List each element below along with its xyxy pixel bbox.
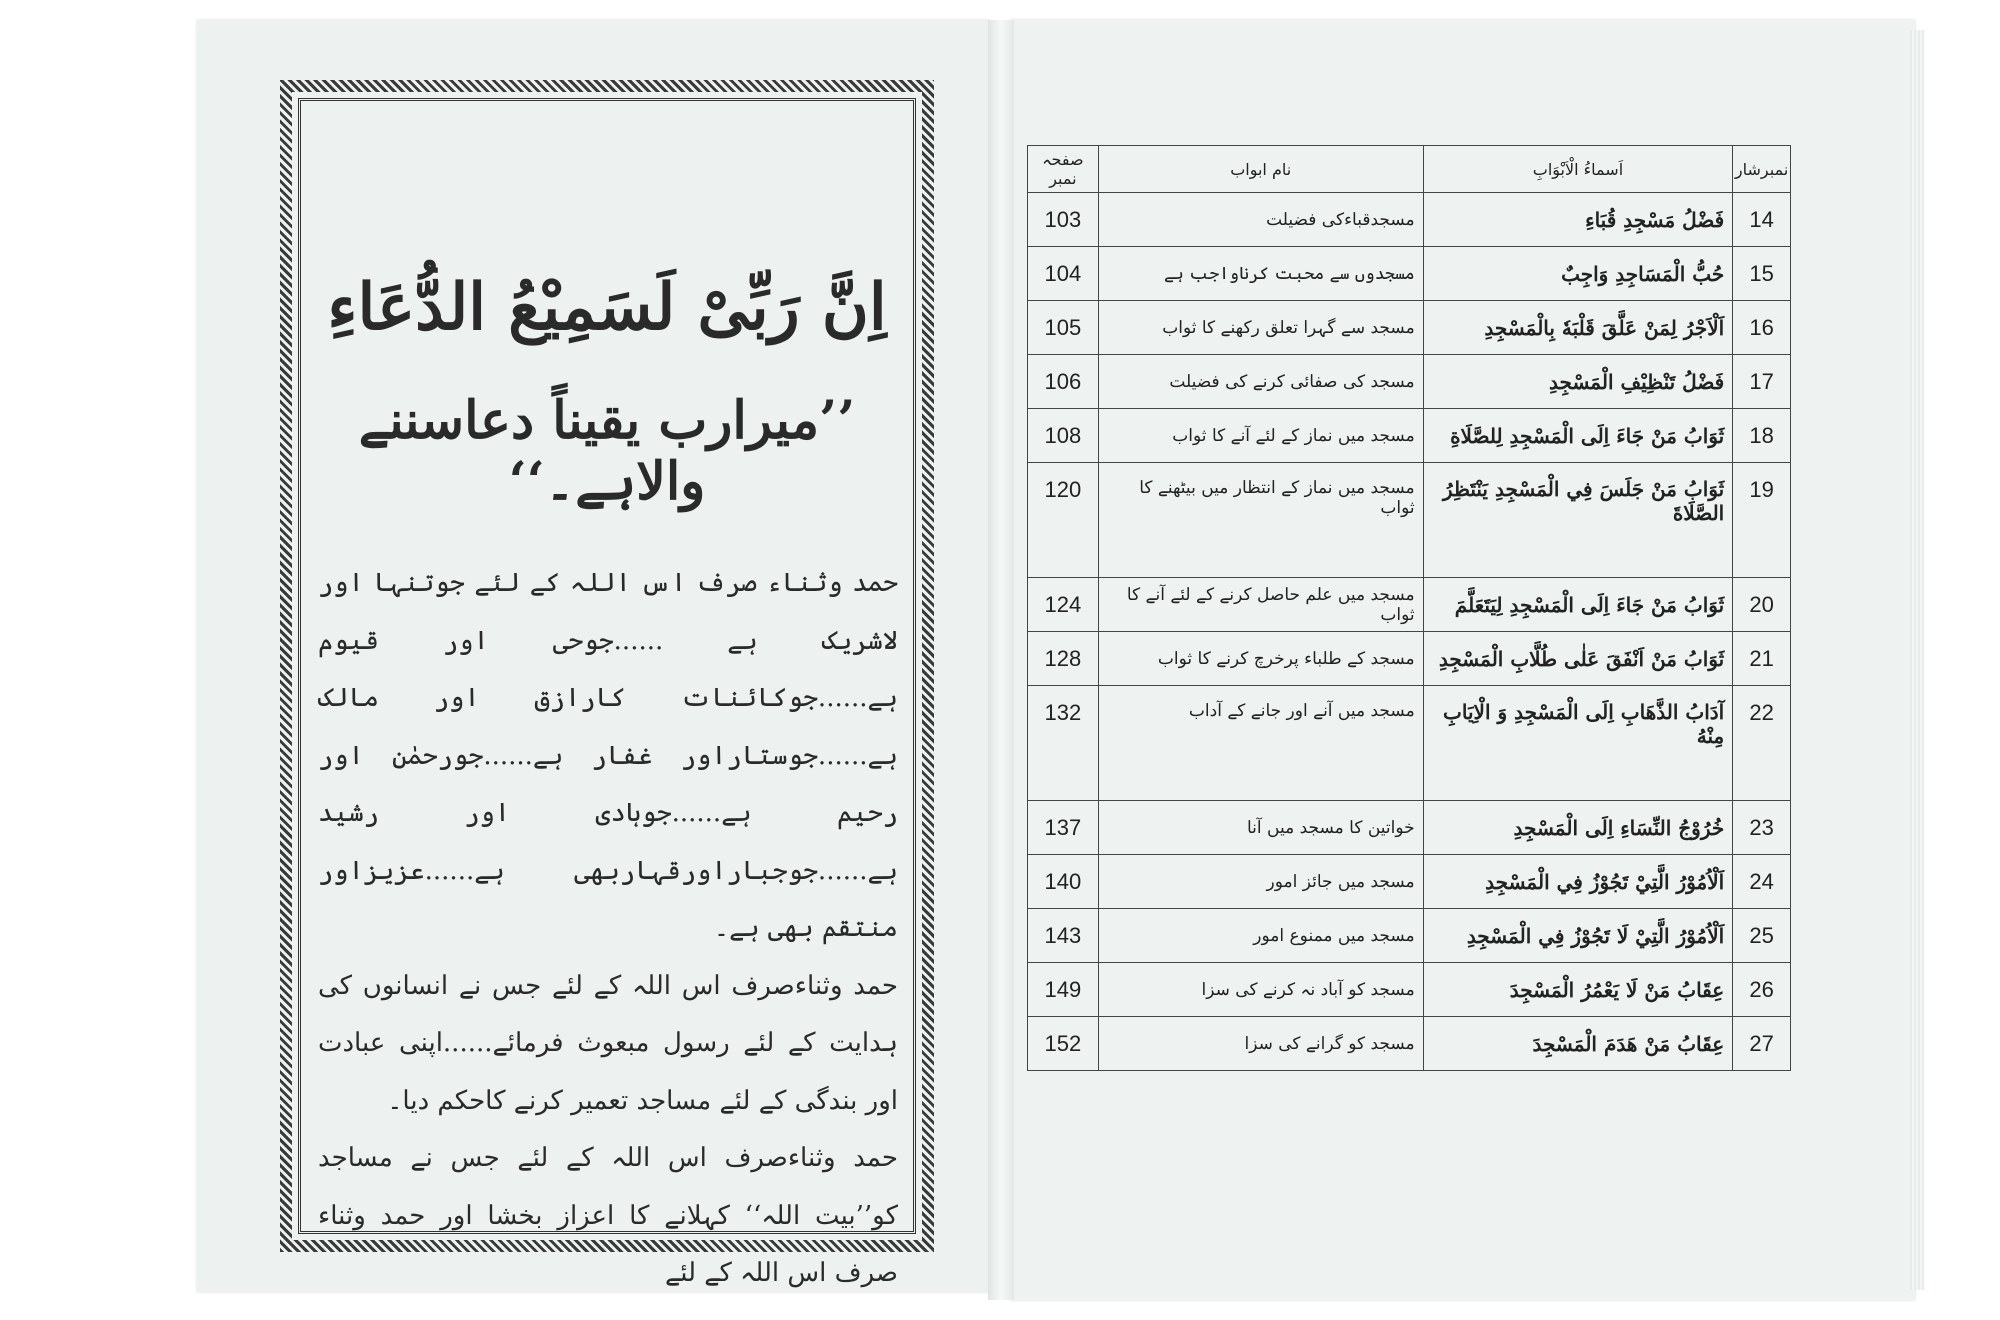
row-urdu-title: مسجدوں سے محبت کرناواجب ہے (1098, 247, 1423, 301)
row-number: 19 (1733, 463, 1791, 578)
row-number: 15 (1733, 247, 1791, 301)
row-number: 25 (1733, 909, 1791, 963)
row-page-number: 106 (1028, 355, 1099, 409)
table-row (1028, 909, 1791, 963)
row-urdu-title: مسجد میں علم حاصل کرنے کے لئے آنے کا ثواب (1098, 578, 1423, 632)
table-row (1028, 632, 1791, 686)
header-urdu-titles: نام ابواب (1098, 146, 1423, 193)
row-page-number: 132 (1028, 686, 1099, 801)
row-arabic-title: ثَوَابُ مَنْ جَاءَ اِلَى الْمَسْجِدِ لِلصَّلَاةِ (1423, 409, 1733, 463)
row-number: 20 (1733, 578, 1791, 632)
row-arabic-title: فَضْلُ مَسْجِدِ قُبَاءِ (1423, 193, 1733, 247)
row-number: 24 (1733, 855, 1791, 909)
row-page-number: 120 (1028, 463, 1099, 578)
row-urdu-title: مسجد میں جائز امور (1098, 855, 1423, 909)
row-number: 21 (1733, 632, 1791, 686)
row-urdu-title: مسجد کو گرانے کی سزا (1098, 1017, 1423, 1071)
row-page-number: 143 (1028, 909, 1099, 963)
row-page-number: 140 (1028, 855, 1099, 909)
row-arabic-title: حُبُّ الْمَسَاجِدِ وَاجِبٌ (1423, 247, 1733, 301)
row-arabic-title: ثَوَابُ مَنْ اَنْفَقَ عَلٰى طُلَّابِ الْمَسْجِدِ (1423, 632, 1733, 686)
row-number: 17 (1733, 355, 1791, 409)
row-page-number: 105 (1028, 301, 1099, 355)
table-row (1028, 855, 1791, 909)
row-arabic-title: اَلْاُمُوْرُ الَّتِيْ تَجُوْزُ فِي الْمَسْجِدِ (1423, 855, 1733, 909)
row-page-number: 149 (1028, 963, 1099, 1017)
row-number: 27 (1733, 1017, 1791, 1071)
row-number: 18 (1733, 409, 1791, 463)
row-number: 16 (1733, 301, 1791, 355)
row-urdu-title: مسجد میں نماز کے انتظار میں بیٹھنے کا ثواب (1098, 463, 1423, 578)
dua-arabic-heading: اِنَّ رَبِّیْ لَسَمِیْعُ الدُّعَاءِ (327, 270, 887, 345)
row-urdu-title: مسجد کی صفائی کرنے کی فضیلت (1098, 355, 1423, 409)
table-row (1028, 686, 1791, 801)
row-number: 14 (1733, 193, 1791, 247)
row-page-number: 137 (1028, 801, 1099, 855)
row-urdu-title: مسجد میں آنے اور جانے کے آداب (1098, 686, 1423, 801)
table-row (1028, 301, 1791, 355)
row-arabic-title: اَلْاَجْرُ لِمَنْ عَلَّقَ قَلْبَهٗ بِالْمَسْجِدِ (1423, 301, 1733, 355)
header-arabic-titles: اَسماءُ الْاَبْوَابِ (1423, 146, 1733, 193)
body-text (318, 555, 898, 1303)
row-urdu-title: مسجد میں ممنوع امور (1098, 909, 1423, 963)
row-urdu-title: مسجد کو آباد نہ کرنے کی سزا (1098, 963, 1423, 1017)
table-header-row (1028, 146, 1791, 193)
row-urdu-title: خواتین کا مسجد میں آنا (1098, 801, 1423, 855)
table-row (1028, 409, 1791, 463)
row-number: 23 (1733, 801, 1791, 855)
table-row (1028, 801, 1791, 855)
header-number: نمبرشار (1733, 146, 1791, 193)
paragraph: حمد وثناء صرف اس اللہ کے لئے جوتنہا اور لاشریک ہے ......جوحی اور قیوم ہے......جوکائنات کارازق اور مالک ہے......جوستاراور غفار ہے......جورحمٰن اور رحیم ہے......جوہادی اور رشید ہے......جوجباراورقہاربھی ہے......عزیزاور منتقم بھی ہے۔ (318, 568, 898, 943)
row-number: 22 (1733, 686, 1791, 801)
table-row (1028, 193, 1791, 247)
row-page-number: 103 (1028, 193, 1099, 247)
dua-urdu-translation: ’’میرارب یقیناً دعاسننے والاہے۔‘‘ (358, 390, 856, 512)
table-row (1028, 1017, 1791, 1071)
table-body (1028, 193, 1791, 1071)
row-urdu-title: مسجدقباءکی فضیلت (1098, 193, 1423, 247)
paragraph: حمد وثناءصرف اس اللہ کے لئے جس نے مساجد کو’’بیت اللہ‘‘ کہلانے کا اعزاز بخشا اور حمد وثناء صرف اس اللہ کے لئے (318, 1143, 898, 1288)
row-page-number: 124 (1028, 578, 1099, 632)
header-page: صفحہ نمبر (1028, 146, 1099, 193)
row-arabic-title: اَلْاُمُوْرُ الَّتِيْ لَا تَجُوْزُ فِي الْمَسْجِدِ (1423, 909, 1733, 963)
table-row (1028, 247, 1791, 301)
row-arabic-title: ثَوَابُ مَنْ جَلَسَ فِي الْمَسْجِدِ يَنْتَظِرُ الصَّلَاةَ (1423, 463, 1733, 578)
row-arabic-title: عِقَابُ مَنْ هَدَمَ الْمَسْجِدَ (1423, 1017, 1733, 1071)
table-of-contents (1027, 145, 1791, 1071)
page-edge (1910, 30, 1924, 1290)
row-page-number: 104 (1028, 247, 1099, 301)
row-arabic-title: فَضْلُ تَنْظِيْفِ الْمَسْجِدِ (1423, 355, 1733, 409)
row-arabic-title: عِقَابُ مَنْ لَا يَعْمُرُ الْمَسْجِدَ (1423, 963, 1733, 1017)
book-spine (988, 20, 1014, 1300)
row-arabic-title: خُرُوْجُ النِّسَاءِ اِلَى الْمَسْجِدِ (1423, 801, 1733, 855)
row-arabic-title: آدَابُ الذَّهَابِ اِلَى الْمَسْجِدِ وَ الْاِيَابِ مِنْهُ (1423, 686, 1733, 801)
row-page-number: 128 (1028, 632, 1099, 686)
table-row (1028, 963, 1791, 1017)
row-urdu-title: مسجد میں نماز کے لئے آنے کا ثواب (1098, 409, 1423, 463)
row-page-number: 108 (1028, 409, 1099, 463)
paragraph: حمد وثناءصرف اس اللہ کے لئے جس نے انسانوں کی ہدایت کے لئے رسول مبعوث فرمائے......اپنی عبادت اور بندگی کے لئے مساجد تعمیر کرنے کاحکم دیا۔ (318, 970, 898, 1116)
row-urdu-title: مسجد سے گہرا تعلق رکھنے کا ثواب (1098, 301, 1423, 355)
table-row (1028, 463, 1791, 578)
row-urdu-title: مسجد کے طلباء پرخرچ کرنے کا ثواب (1098, 632, 1423, 686)
row-number: 26 (1733, 963, 1791, 1017)
row-page-number: 152 (1028, 1017, 1099, 1071)
row-arabic-title: ثَوَابُ مَنْ جَاءَ اِلَى الْمَسْجِدِ لِيَتَعَلَّمَ (1423, 578, 1733, 632)
table-row (1028, 578, 1791, 632)
table-row (1028, 355, 1791, 409)
